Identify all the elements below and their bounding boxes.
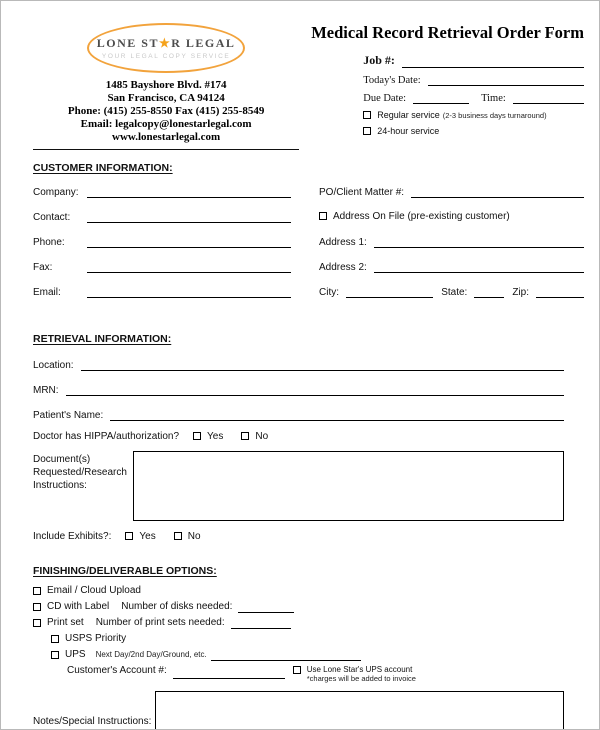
todays-date-field[interactable] bbox=[428, 74, 584, 86]
hippa-yes-checkbox[interactable] bbox=[193, 432, 201, 440]
phone-label: Phone: bbox=[33, 237, 65, 248]
order-header bbox=[299, 15, 584, 150]
location-label: Location: bbox=[33, 360, 74, 371]
customer-info-heading: CUSTOMER INFORMATION: bbox=[33, 162, 173, 174]
email-cloud-upload-checkbox[interactable] bbox=[33, 587, 41, 595]
patient-name-row bbox=[33, 407, 584, 421]
finishing-rows bbox=[33, 585, 584, 730]
address-line-3: Phone: (415) 255-8550 Fax (415) 255-8549 bbox=[67, 105, 265, 117]
exhibits-no-checkbox[interactable] bbox=[174, 532, 182, 540]
todays-date-label: Today's Date: bbox=[363, 75, 421, 86]
patient-name-label: Patient's Name: bbox=[33, 410, 104, 421]
customer-account-row bbox=[67, 665, 584, 683]
ups-account-checkbox[interactable] bbox=[293, 666, 301, 674]
company-field[interactable] bbox=[87, 186, 291, 198]
company-logo bbox=[87, 23, 245, 73]
company-label: Company: bbox=[33, 187, 79, 198]
email-cloud-upload-label: Email / Cloud Upload bbox=[47, 585, 141, 596]
location-row bbox=[33, 357, 584, 371]
state-field[interactable] bbox=[474, 286, 504, 298]
hippa-yes-label: Yes bbox=[207, 430, 224, 442]
email-label: Email: bbox=[33, 287, 61, 298]
notes-label: Notes/Special Instructions: bbox=[33, 715, 152, 727]
hippa-no-option bbox=[241, 431, 268, 442]
ups-method-note: Next Day/2nd Day/Ground, etc. bbox=[95, 650, 207, 659]
hippa-question-label: Doctor has HIPPA/authorization? bbox=[33, 430, 180, 442]
regular-service-label: Regular service bbox=[377, 110, 440, 120]
usps-priority-row bbox=[51, 633, 584, 644]
cd-with-label-label: CD with Label bbox=[47, 601, 110, 612]
print-sets-needed-field[interactable] bbox=[231, 617, 291, 629]
due-date-label: Due Date: bbox=[363, 93, 407, 104]
address-line-5: www.lonestarlegal.com bbox=[112, 131, 221, 143]
24-hour-service-checkbox[interactable] bbox=[363, 127, 371, 135]
address1-label: Address 1: bbox=[319, 237, 367, 248]
due-date-row bbox=[363, 92, 584, 104]
ups-checkbox[interactable] bbox=[51, 651, 59, 659]
mrn-row bbox=[33, 382, 584, 396]
exhibits-no-option bbox=[174, 531, 201, 542]
ups-account-note: *charges will be added to invoice bbox=[306, 674, 416, 683]
address-block bbox=[33, 79, 299, 144]
city-state-zip-row bbox=[319, 284, 584, 298]
page-title: Medical Record Retrieval Order Form bbox=[311, 23, 584, 42]
ups-account-label: Use Lone Star's UPS account bbox=[306, 665, 413, 674]
24-hour-service-row bbox=[363, 126, 584, 136]
fax-row bbox=[33, 259, 291, 273]
brand-name bbox=[97, 36, 236, 51]
contact-field[interactable] bbox=[87, 211, 291, 223]
cd-with-label-row bbox=[33, 601, 584, 612]
notes-row bbox=[33, 691, 584, 730]
customer-account-label: Customer's Account #: bbox=[67, 665, 167, 676]
address2-label: Address 2: bbox=[319, 262, 367, 273]
address2-field[interactable] bbox=[374, 261, 584, 273]
star-icon: ★ bbox=[158, 36, 172, 50]
time-field[interactable] bbox=[513, 92, 584, 104]
customer-section bbox=[33, 162, 584, 309]
exhibits-no-label: No bbox=[187, 530, 201, 542]
patient-name-field[interactable] bbox=[110, 409, 564, 421]
phone-field[interactable] bbox=[87, 236, 291, 248]
documents-label-line-3: Instructions: bbox=[33, 480, 87, 491]
po-client-matter-field[interactable] bbox=[411, 186, 584, 198]
ups-row bbox=[51, 649, 584, 660]
print-set-label: Print set bbox=[47, 617, 84, 628]
due-date-field[interactable] bbox=[413, 92, 469, 104]
documents-requested-row bbox=[33, 451, 584, 521]
po-client-matter-row bbox=[319, 184, 584, 198]
fax-label: Fax: bbox=[33, 262, 53, 273]
contact-label: Contact: bbox=[33, 212, 71, 223]
zip-label: Zip: bbox=[512, 287, 529, 298]
company-row bbox=[33, 184, 291, 198]
usps-priority-checkbox[interactable] bbox=[51, 635, 59, 643]
customer-account-field[interactable] bbox=[173, 667, 285, 679]
city-field[interactable] bbox=[346, 286, 433, 298]
print-set-checkbox[interactable] bbox=[33, 619, 41, 627]
hippa-no-checkbox[interactable] bbox=[241, 432, 249, 440]
time-label: Time: bbox=[481, 93, 506, 104]
documents-requested-box[interactable] bbox=[133, 451, 564, 521]
address1-row bbox=[319, 234, 584, 248]
regular-service-note: (2-3 business days turnaround) bbox=[442, 110, 547, 120]
hippa-row bbox=[33, 429, 584, 443]
location-field[interactable] bbox=[81, 359, 564, 371]
address2-row bbox=[319, 259, 584, 273]
exhibits-yes-option bbox=[125, 531, 155, 542]
phone-row bbox=[33, 234, 291, 248]
address-line-1: 1485 Bayshore Blvd. #174 bbox=[105, 79, 227, 91]
hippa-no-label: No bbox=[255, 430, 269, 442]
documents-requested-label bbox=[33, 451, 133, 521]
documents-label-line-2: Requested/Research bbox=[33, 467, 127, 478]
brand-tagline: YOUR LEGAL COPY SERVICE bbox=[101, 53, 231, 60]
retrieval-section bbox=[33, 333, 584, 543]
contact-row bbox=[33, 209, 291, 223]
city-label: City: bbox=[319, 287, 339, 298]
address-line-4: Email: legalcopy@lonestarlegal.com bbox=[80, 118, 252, 130]
job-number-label: Job #: bbox=[363, 53, 395, 67]
print-sets-needed-label: Number of print sets needed: bbox=[95, 617, 225, 628]
customer-left-column bbox=[33, 184, 291, 309]
disks-needed-label: Number of disks needed: bbox=[121, 601, 233, 612]
documents-label-line-1: Document(s) bbox=[33, 454, 91, 465]
mrn-field[interactable] bbox=[66, 384, 564, 396]
address-line-2: San Francisco, CA 94124 bbox=[107, 92, 225, 104]
brand-post: R LEGAL bbox=[171, 36, 236, 50]
print-set-row bbox=[33, 617, 584, 628]
hippa-yes-option bbox=[193, 431, 223, 442]
todays-date-row bbox=[363, 74, 584, 86]
ups-label: UPS bbox=[65, 649, 86, 660]
exhibits-yes-checkbox[interactable] bbox=[125, 532, 133, 540]
state-label: State: bbox=[441, 287, 468, 298]
email-field[interactable] bbox=[87, 286, 291, 298]
company-block bbox=[33, 15, 299, 150]
exhibits-row bbox=[33, 529, 584, 543]
fax-field[interactable] bbox=[87, 261, 291, 273]
24-hour-service-label: 24-hour service bbox=[377, 126, 440, 136]
ups-account-text bbox=[307, 665, 416, 683]
exhibits-yes-label: Yes bbox=[139, 530, 156, 542]
zip-field[interactable] bbox=[536, 286, 584, 298]
customer-right-column bbox=[319, 184, 584, 309]
ups-method-field[interactable] bbox=[211, 649, 361, 661]
address1-field[interactable] bbox=[374, 236, 584, 248]
retrieval-rows bbox=[33, 357, 584, 543]
brand-pre: LONE ST bbox=[96, 36, 159, 50]
customer-columns bbox=[33, 184, 584, 309]
job-number-row bbox=[363, 53, 584, 68]
email-row bbox=[33, 284, 291, 298]
cd-with-label-checkbox[interactable] bbox=[33, 603, 41, 611]
po-client-matter-label: PO/Client Matter #: bbox=[319, 187, 405, 198]
form-header bbox=[33, 15, 584, 150]
notes-box[interactable] bbox=[155, 691, 564, 730]
address-on-file-row bbox=[319, 209, 584, 223]
regular-service-row bbox=[363, 110, 584, 120]
usps-priority-label: USPS Priority bbox=[65, 633, 127, 644]
disks-needed-field[interactable] bbox=[238, 601, 294, 613]
finishing-options-heading: FINISHING/DELIVERABLE OPTIONS: bbox=[33, 565, 217, 577]
regular-service-checkbox[interactable] bbox=[363, 111, 371, 119]
retrieval-info-heading: RETRIEVAL INFORMATION: bbox=[33, 333, 172, 345]
address-on-file-checkbox[interactable] bbox=[319, 212, 327, 220]
job-number-field[interactable] bbox=[402, 56, 584, 68]
address-on-file-label: Address On File (pre-existing customer) bbox=[333, 210, 510, 222]
mrn-label: MRN: bbox=[33, 385, 59, 396]
email-cloud-upload-row bbox=[33, 585, 584, 596]
exhibits-question-label: Include Exhibits?: bbox=[33, 530, 112, 542]
finishing-section bbox=[33, 565, 584, 730]
